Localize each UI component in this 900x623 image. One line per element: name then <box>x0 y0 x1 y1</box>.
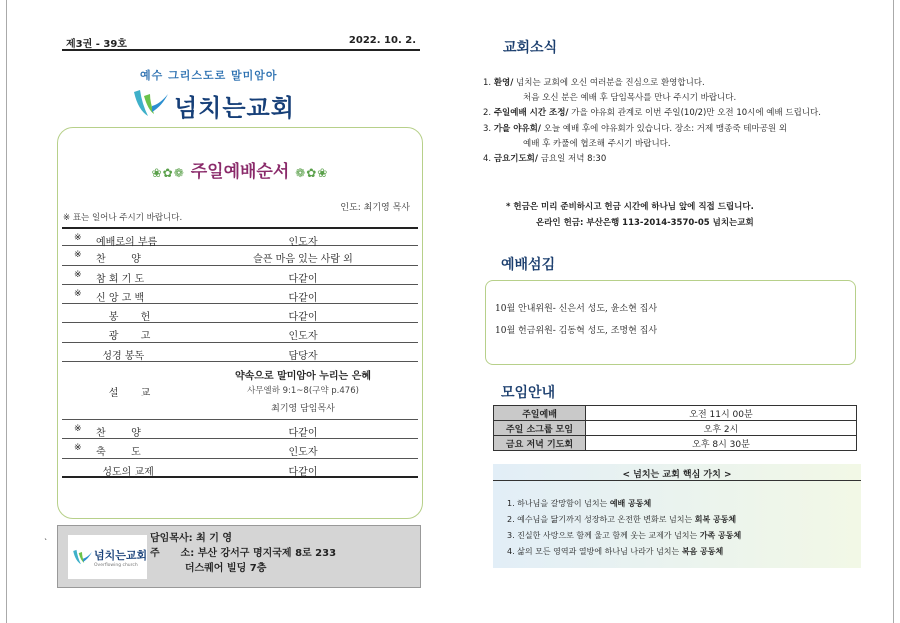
gathering-table <box>493 405 857 451</box>
worship-order-heading: 주일예배순서 <box>190 162 290 182</box>
worship-order-list <box>62 227 418 478</box>
offering-account: 온라인 헌금: 부산은행 113-2014-3570-05 넘치는교회 <box>536 217 754 228</box>
list-item: 3. 진실한 사랑으로 함께 울고 함께 웃는 교제가 넘치는 가족 공동체 <box>507 531 742 540</box>
church-name: 넘치는교회 <box>174 94 295 122</box>
pastor-info: 담임목사: 최 기 영 주 소: 부산 강서구 명지국제 8로 233 더스퀘어 빌딩 7층 <box>150 533 337 574</box>
list-item: 4. 삶의 모든 영역과 열방에 하나님 나라가 넘치는 복음 공동체 <box>507 547 724 556</box>
offering-note: * 헌금은 미리 준비하시고 헌금 시간에 하나님 앞에 직접 드립니다. 온라인 헌금: 부산은행 113-2014-3570-05 넘치는교회 <box>506 200 806 231</box>
stray-mark: ` <box>44 538 48 547</box>
motto: 예수 그리스도로 말미암아 <box>140 69 278 82</box>
order-row: 성도의 교제 다같이 <box>62 459 418 478</box>
standing-note: ※ 표는 일어나 주시기 바랍니다. <box>63 213 183 223</box>
church-logo-icon <box>130 86 170 120</box>
pastor-box-logo: 넘치는교회 Overflowing church <box>68 535 147 579</box>
worship-leader: 인도: 최기영 목사 <box>340 203 410 213</box>
news-title: 교회소식 <box>495 37 565 57</box>
order-row: ※ 찬 양 슬픈 마음 있는 사람 외 <box>62 246 418 265</box>
serve-line: 10월 안내위원- 신은서 성도, 윤소현 집사 <box>495 304 658 314</box>
news-item: 1. 환영/ 넘치는 교회에 오신 여러분을 진심으로 환영합니다. <box>483 78 705 88</box>
core-values-box <box>493 464 861 568</box>
order-row: ※ 참 회 기 도 다같이 <box>62 266 418 285</box>
sermon-preacher: 최기영 담임목사 <box>271 404 335 415</box>
order-row: 광 고 인도자 <box>62 323 418 342</box>
order-row: 성경 봉독 담당자 <box>62 343 418 362</box>
issue-number: 제3권 - 39호 <box>66 39 127 50</box>
news-list: 1. 환영/ 넘치는 교회에 오신 여러분을 진심으로 환영합니다. 처음 오신 분은 예배 후 담임목사를 만나 주시기 바랍니다. 2. 주일예배 시간 조정/ 가을 야유회 관계로 이번 주일(10/2)만 오전 10시에 예배 드립니다. 3. 가을 야유회/ 오늘 예배 후에 야유회가 있습니다. 장소: 거제 맹종죽 테마공원 외 예배 후 카풀에 협조해 주시기 바랍니다. 4. 금요기도회/ 금요일 저녁 8:30 <box>483 76 883 167</box>
order-row: 봉 헌 다같이 <box>62 304 418 323</box>
worship-order-title <box>58 157 422 182</box>
news-item: 4. 금요기도회/ 금요일 저녁 8:30 <box>483 154 607 165</box>
issue-date: 2022. 10. 2. <box>348 35 416 46</box>
sermon-row: 설 교 약속으로 말미암아 누리는 은혜 사무엘하 9:1~8(구약 p.476) 최기영 담임목사 <box>62 362 418 420</box>
flower-ornament-icon: ❀✿❁ <box>151 166 185 180</box>
pastor-info-box <box>57 525 421 588</box>
news-item: 3. 가을 야유회/ 오늘 예배 후에 야유회가 있습니다. 장소: 거제 맹종죽 테마공원 외 <box>483 123 788 134</box>
table-row: 주일 소그룹 모임 오후 2시 <box>494 421 857 436</box>
table-row: 주일예배 오전 11시 00분 <box>494 406 857 421</box>
order-row: ※ 축 도 인도자 <box>62 439 418 458</box>
sermon-scripture: 사무엘하 9:1~8(구약 p.476) <box>247 386 359 397</box>
serve-box <box>485 280 856 365</box>
sermon-title: 약속으로 말미암아 누리는 은혜 <box>234 371 372 383</box>
order-row: ※ 찬 양 다같이 <box>62 420 418 439</box>
serve-title: 예배섬김 <box>493 254 563 274</box>
table-row: 금요 저녁 기도회 오후 8시 30분 <box>494 436 857 451</box>
serve-line: 10월 헌금위원- 김동혁 성도, 조명현 집사 <box>495 326 658 336</box>
core-values-list <box>507 496 741 560</box>
flower-ornament-icon: ❁✿❀ <box>295 166 329 180</box>
gathering-title: 모임안내 <box>493 382 563 402</box>
church-logo-icon <box>71 546 93 568</box>
news-item: 2. 주일예배 시간 조정/ 가을 야유회 관계로 이번 주일(10/2)만 오전 10시에 예배 드립니다. <box>483 108 821 119</box>
issue-header <box>62 33 420 51</box>
core-values-title: < 넘치는 교회 핵심 가치 > <box>622 470 732 480</box>
list-item: 2. 예수님을 닮기까지 성장하고 온전한 변화로 넘치는 회복 공동체 <box>507 515 737 524</box>
order-row: ※ 신 앙 고 백 다같이 <box>62 285 418 304</box>
list-item: 1. 하나님을 갈망함이 넘치는 예배 공동체 <box>507 499 652 508</box>
order-row: ※ 예배로의 부름 인도자 <box>62 227 418 246</box>
